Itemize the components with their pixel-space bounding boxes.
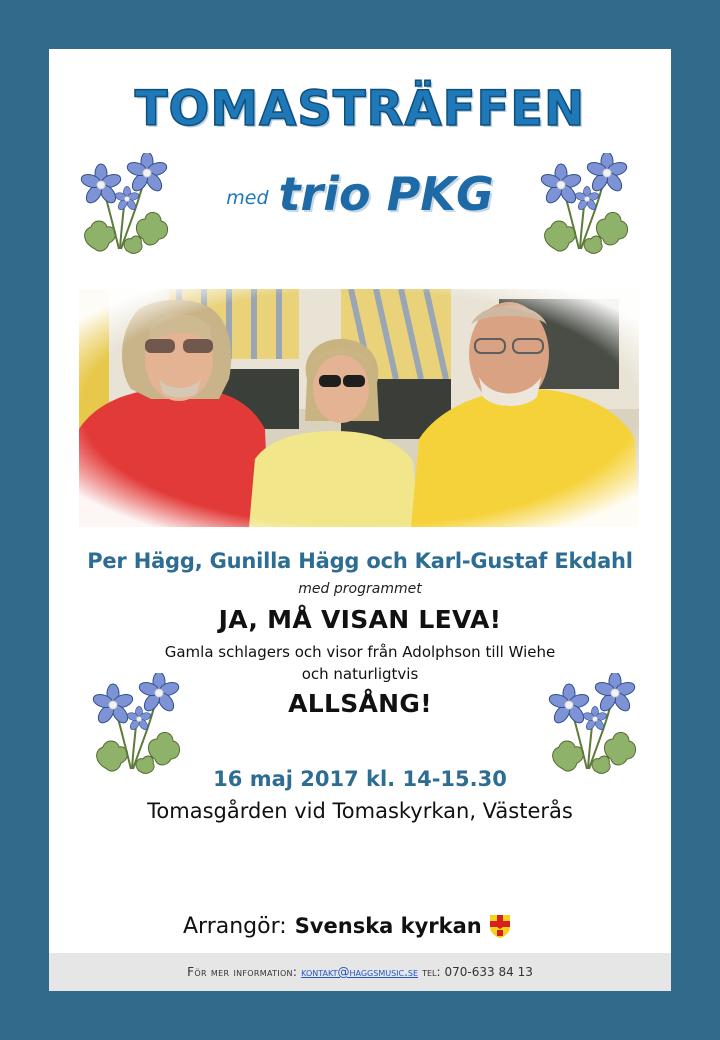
program-intro: med programmet (298, 581, 422, 597)
performers-names: Per Hägg, Gunilla Hägg och Karl-Gustaf Ekdahl (87, 549, 633, 573)
event-venue: Tomasgården vid Tomaskyrkan, Västerås (147, 799, 573, 823)
footer-phone: 070-633 84 13 (444, 965, 533, 979)
poster-page (49, 49, 671, 991)
hepatica-flower-icon (541, 673, 657, 781)
subtitle-prefix: med (226, 187, 269, 209)
event-date-time: 16 maj 2017 kl. 14-15.30 (213, 767, 507, 791)
footer-info-label: För mer information: (187, 965, 298, 979)
info-footer (49, 953, 671, 991)
organizer-label: Arrangör: (183, 913, 287, 939)
organizer-name: Svenska kyrkan (294, 914, 482, 938)
church-cross-logo-icon (488, 913, 512, 939)
organizer (183, 911, 512, 941)
group-photo (79, 289, 639, 527)
subtitle-main: trio PKG (278, 167, 494, 221)
hepatica-flower-icon (85, 673, 201, 781)
footer-email-link[interactable]: kontakt@haggsmusic.se (301, 965, 419, 979)
program-description: Gamla schlagers och visor från Adolphson till Wiehe (164, 643, 556, 661)
singalong-heading: ALLSÅNG! (288, 689, 432, 718)
program-description-2: och naturligtvis (301, 665, 419, 683)
poster-title: TOMASTRÄFFEN (134, 81, 586, 137)
program-title: JA, MÅ VISAN LEVA! (218, 605, 502, 634)
hepatica-flower-icon (73, 153, 189, 261)
hepatica-flower-icon (533, 153, 649, 261)
footer-tel-label: tel: (422, 965, 441, 979)
